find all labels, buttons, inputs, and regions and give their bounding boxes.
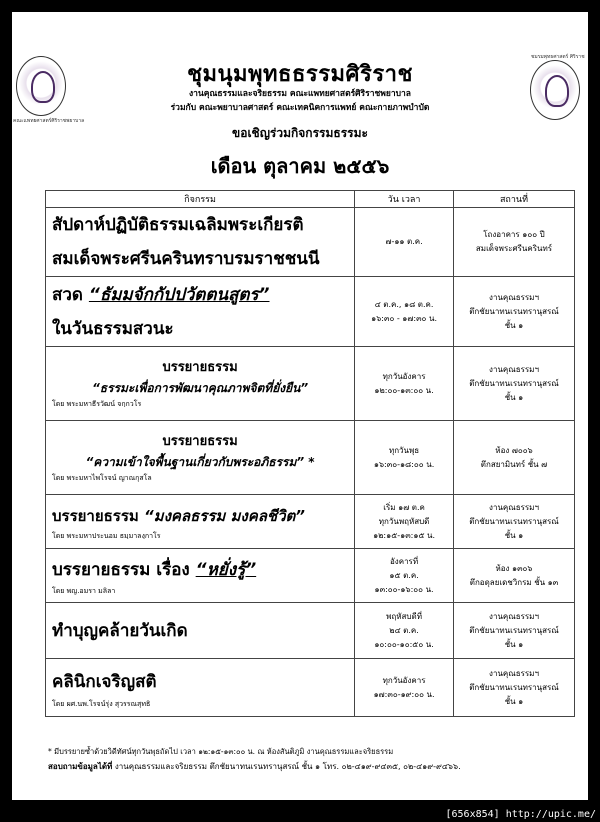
datetime-cell: [355, 603, 454, 659]
right-logo-caption: ชมรมพุทธศาสตร์ ศิริราช: [531, 54, 585, 60]
activity-quote: “มงคลธรรม มงคลชีวิต”: [144, 506, 305, 525]
place-text: ตึกชัยนาทนเรนทรานุสรณ์: [469, 625, 559, 635]
column-header-activity: กิจกรรม: [46, 191, 355, 208]
activity-cell: [46, 347, 355, 421]
activity-title: [46, 555, 354, 585]
place-cell: [453, 549, 574, 603]
contact-text: งานคุณธรรมและจริยธรรม ตึกชัยนาทนเรนทรานุสรณ์ ชั้น ๑ โทร. ๐๒-๔๑๙-๙๔๓๕, ๐๒-๔๑๙-๙๔๖๖.: [112, 762, 461, 771]
place-text: โถงอาคาร ๑๐๐ ปี: [483, 230, 545, 239]
place-text: ตึกชัยนาทนเรนทรานุสรณ์: [469, 516, 559, 526]
activity-cell: [46, 603, 355, 659]
activity-title: สัปดาห์ปฏิบัติธรรมเฉลิมพระเกียรติ: [52, 215, 304, 235]
place-text: งานคุณธรรมฯ: [489, 364, 539, 374]
table-row: [46, 549, 575, 603]
datetime-text: ๑๖:๓๐-๑๘:๐๐ น.: [373, 459, 435, 469]
datetime-text: ทุกวันอังคาร: [382, 371, 426, 381]
activity-title: คลินิกเจริญสติ: [52, 671, 157, 692]
image-host-watermark: [656x854] http://upic.me/: [445, 809, 596, 820]
activity-title-line2: สมเด็จพระศรีนครินทราบรมราชชนนี: [52, 249, 320, 269]
activity-cell: [46, 208, 355, 277]
activity-title: ทำบุญคล้ายวันเกิด: [52, 621, 188, 641]
column-header-place: สถานที่: [453, 191, 574, 208]
speaker-text: โดย ผศ.นพ.โรจน์รุ่ง สุวรรณสุทธิ: [52, 699, 151, 708]
activity-title: [46, 278, 354, 312]
place-text: งานคุณธรรมฯ: [489, 611, 539, 621]
place-text: งานคุณธรรมฯ: [489, 292, 539, 302]
datetime-text: ๑๖:๓๐ - ๑๗:๓๐ น.: [371, 313, 437, 323]
place-text: ตึกสยามินทร์ ชั้น ๗: [480, 459, 548, 469]
datetime-cell: [355, 208, 454, 277]
speaker-text: โดย พระมหาประนอม ธมฺมาลงฺกาโร: [52, 531, 161, 540]
datetime-text: พฤหัสบดีที่: [386, 611, 422, 621]
activity-title-line2: ในวันธรรมสวนะ: [52, 318, 174, 339]
left-logo-caption: คณะแพทยศาสตร์ศิริราชพยาบาล: [13, 118, 85, 124]
datetime-text: ทุกวันอังคาร: [382, 675, 426, 685]
contact-label: สอบถามข้อมูลได้ที่: [48, 762, 113, 771]
datetime-text: ทุกวันพฤหัสบดี: [378, 516, 430, 526]
datetime-cell: [355, 421, 454, 495]
datetime-text: ๑๕ ต.ค.: [389, 570, 419, 580]
place-text: งานคุณธรรมฯ: [489, 668, 539, 678]
place-text: ตึกชัยนาทนเรนทรานุสรณ์: [469, 306, 559, 316]
datetime-text: อังคารที่: [390, 556, 419, 566]
schedule-table: [45, 190, 575, 717]
rerun-note: * มีบรรยายซ้ำด้วยวิดีทัศน์ทุกวันพุธถัดไป เวลา ๑๒:๑๕-๑๓:๐๐ น. ณ ห้องสันติภูมิ งานคุณธรรมและจริยธรรม: [48, 747, 394, 756]
invitation-text: ขอเชิญร่วมกิจกรรมธรรมะ: [232, 126, 368, 140]
datetime-text: ๑๐:๐๐-๑๐:๕๐ น.: [374, 639, 434, 649]
speaker-text: โดย พระมหาธีรวัฒน์ จกฺกวโร: [52, 399, 142, 408]
place-text: ชั้น ๑: [504, 639, 524, 649]
place-text: ห้อง ๑๓๐๖: [495, 563, 533, 573]
activity-prefix: บรรยายธรรม: [52, 506, 145, 525]
place-text: ตึกชัยนาทนเรนทรานุสรณ์: [469, 682, 559, 692]
place-text: สมเด็จพระศรีนครินทร์: [475, 244, 553, 253]
datetime-text: ๑๗:๓๐-๑๙:๐๐ น.: [373, 689, 435, 699]
place-cell: [453, 659, 574, 717]
place-text: ชั้น ๑: [504, 696, 524, 706]
table-row: [46, 603, 575, 659]
place-cell: [453, 603, 574, 659]
activity-quote: “หยั่งรู้”: [195, 559, 257, 580]
table-row: [46, 421, 575, 495]
place-text: ชั้น ๑: [504, 320, 524, 330]
activity-cell: [46, 277, 355, 347]
activity-cell: [46, 495, 355, 549]
table-row: [46, 495, 575, 549]
activity-cell: [46, 659, 355, 717]
activity-prefix: บรรยายธรรม เรื่อง: [52, 559, 196, 580]
datetime-cell: [355, 495, 454, 549]
activity-topic: “ธรรมะเพื่อการพัฒนาคุณภาพจิตที่ยั่งยืน”: [92, 380, 309, 395]
place-cell: [453, 495, 574, 549]
activity-title: [46, 502, 354, 530]
table-row: [46, 277, 575, 347]
table-row: [46, 208, 575, 277]
poster-page: [12, 12, 588, 800]
place-cell: [453, 421, 574, 495]
datetime-text: ทุกวันพุธ: [388, 445, 420, 455]
place-cell: [453, 347, 574, 421]
place-text: ตึกชัยนาทนเรนทรานุสรณ์: [469, 378, 559, 388]
activity-prefix: สวด: [52, 284, 89, 305]
datetime-text: ๗-๑๑ ต.ค.: [385, 237, 423, 246]
table-row: [46, 347, 575, 421]
speaker-text: โดย พระมหาไพโรจน์ ญาณกุสโล: [52, 473, 152, 482]
organizer-line: งานคุณธรรมและจริยธรรม คณะแพทยศาสตร์ศิริราชพยาบาล: [189, 89, 411, 99]
activity-cell: [46, 549, 355, 603]
page-title: ชุมนุมพุทธธรรมศิริราช: [187, 62, 413, 87]
place-cell: [453, 277, 574, 347]
datetime-text: ๑๒:๑๕-๑๓:๑๕ น.: [373, 530, 436, 540]
partner-line: ร่วมกับ คณะพยาบาลศาสตร์ คณะเทคนิคการแพทย์ คณะกายภาพบำบัด: [170, 103, 430, 113]
place-text: งานคุณธรรมฯ: [489, 502, 539, 512]
activity-heading: บรรยายธรรม: [162, 433, 238, 449]
datetime-text: ๒๔ ต.ค.: [389, 625, 419, 635]
datetime-cell: [355, 347, 454, 421]
speaker-text: โดย พญ.อมรา มลิลา: [52, 586, 116, 595]
activity-cell: [46, 421, 355, 495]
datetime-text: ๑๓:๐๐-๑๖:๐๐ น.: [374, 584, 434, 594]
table-row: [46, 659, 575, 717]
datetime-text: ๔ ต.ค., ๑๘ ต.ค.: [374, 299, 434, 309]
place-text: ชั้น ๑: [504, 530, 524, 540]
datetime-text: ๑๒:๐๐-๑๓:๐๐ น.: [374, 385, 434, 395]
place-text: ห้อง ๗๐๐๖: [495, 445, 533, 455]
month-heading: เดือน ตุลาคม ๒๕๕๖: [210, 154, 390, 178]
place-text: ตึกอดุลยเดชวิกรม ชั้น ๑๓: [469, 577, 559, 587]
contact-line: [48, 760, 461, 773]
activity-quote: “ธัมมจักกัปปวัตตนสูตร”: [88, 284, 270, 305]
datetime-cell: [355, 659, 454, 717]
place-cell: [453, 208, 574, 277]
activity-topic: “ความเข้าใจพื้นฐานเกี่ยวกับพระอภิธรรม” *: [85, 454, 315, 469]
datetime-cell: [355, 549, 454, 603]
place-text: ชั้น ๑: [504, 392, 524, 402]
table-header-row: [46, 191, 575, 208]
column-header-datetime: วัน เวลา: [355, 191, 454, 208]
datetime-cell: [355, 277, 454, 347]
activity-heading: บรรยายธรรม: [162, 359, 238, 375]
datetime-text: เริ่ม ๑๗ ต.ค: [383, 502, 425, 512]
